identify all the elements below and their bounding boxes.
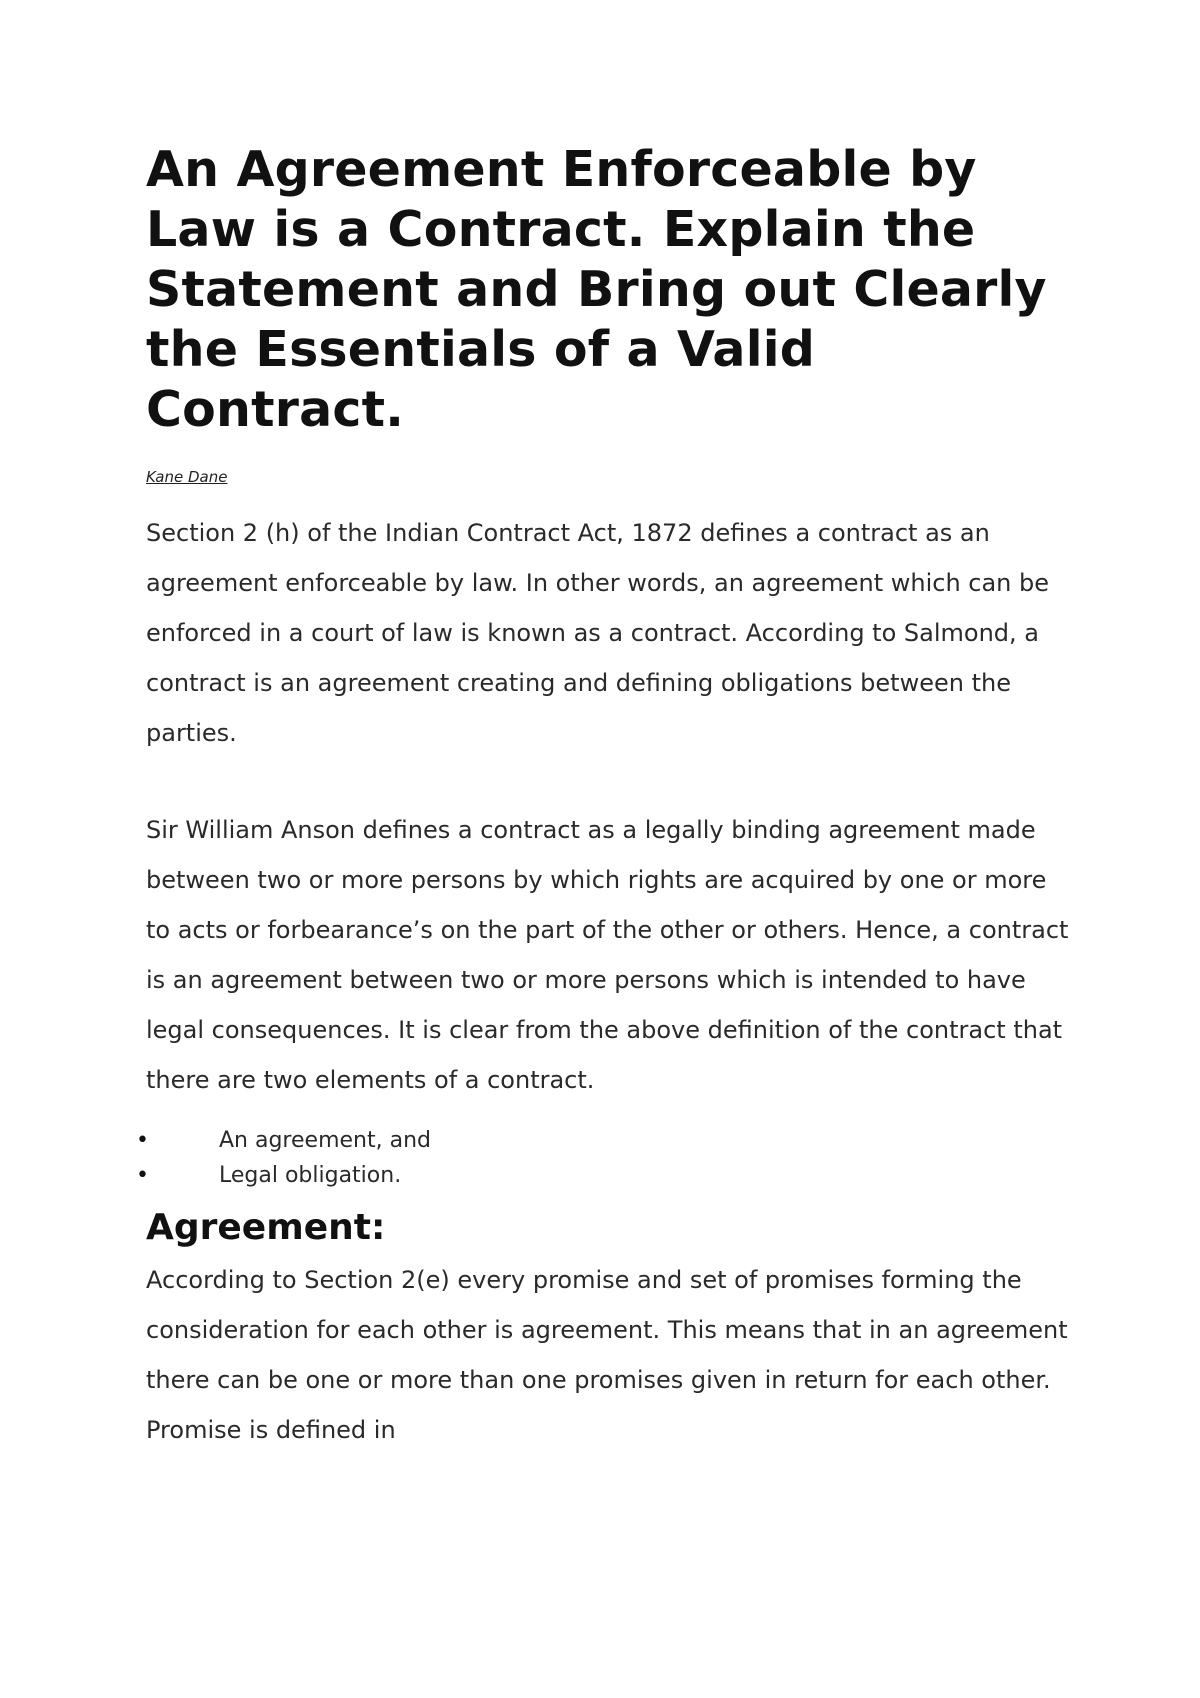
- paragraph-agreement: According to Section 2(e) every promise and set of promises forming the consideration for each other is agreement. This means that in an agreement there can be one or more than one promises given in return for each other. Promise is defined in: [146, 1266, 1068, 1444]
- list-item-text: An agreement, and: [219, 1128, 431, 1153]
- list-item: [136, 1158, 1076, 1193]
- author-link[interactable]: Kane Dane: [146, 468, 228, 486]
- list-item-text: Legal obligation.: [219, 1163, 402, 1188]
- document-title: An Agreement Enforceable by Law is a Contract. Explain the Statement and Bring out Clearly the Essentials of a Valid Contract.: [146, 141, 1047, 438]
- bullet-icon: •: [136, 1163, 149, 1188]
- list-item: [136, 1123, 1076, 1158]
- paragraph-definition: Section 2 (h) of the Indian Contract Act, 1872 defines a contract as an agreement enforceable by law. In other words, an agreement which can be enforced in a court of law is known as a contract. According to Salmond, a contract is an agreement creating and defining obligations between the parties.: [146, 519, 1050, 747]
- document-page: [136, 140, 1076, 1455]
- elements-list: [136, 1123, 1076, 1193]
- section-heading-agreement: Agreement:: [146, 1207, 386, 1248]
- paragraph-anson-definition: Sir William Anson defines a contract as a legally binding agreement made between two or more persons by which rights are acquired by one or more to acts or forbearance’s on the part of the other or others. Hence, a contract is an agreement between two or more persons which is intended to have legal consequences. It is clear from the above definition of the contract that there are two elements of a contract.: [146, 816, 1069, 1094]
- bullet-icon: •: [136, 1128, 149, 1153]
